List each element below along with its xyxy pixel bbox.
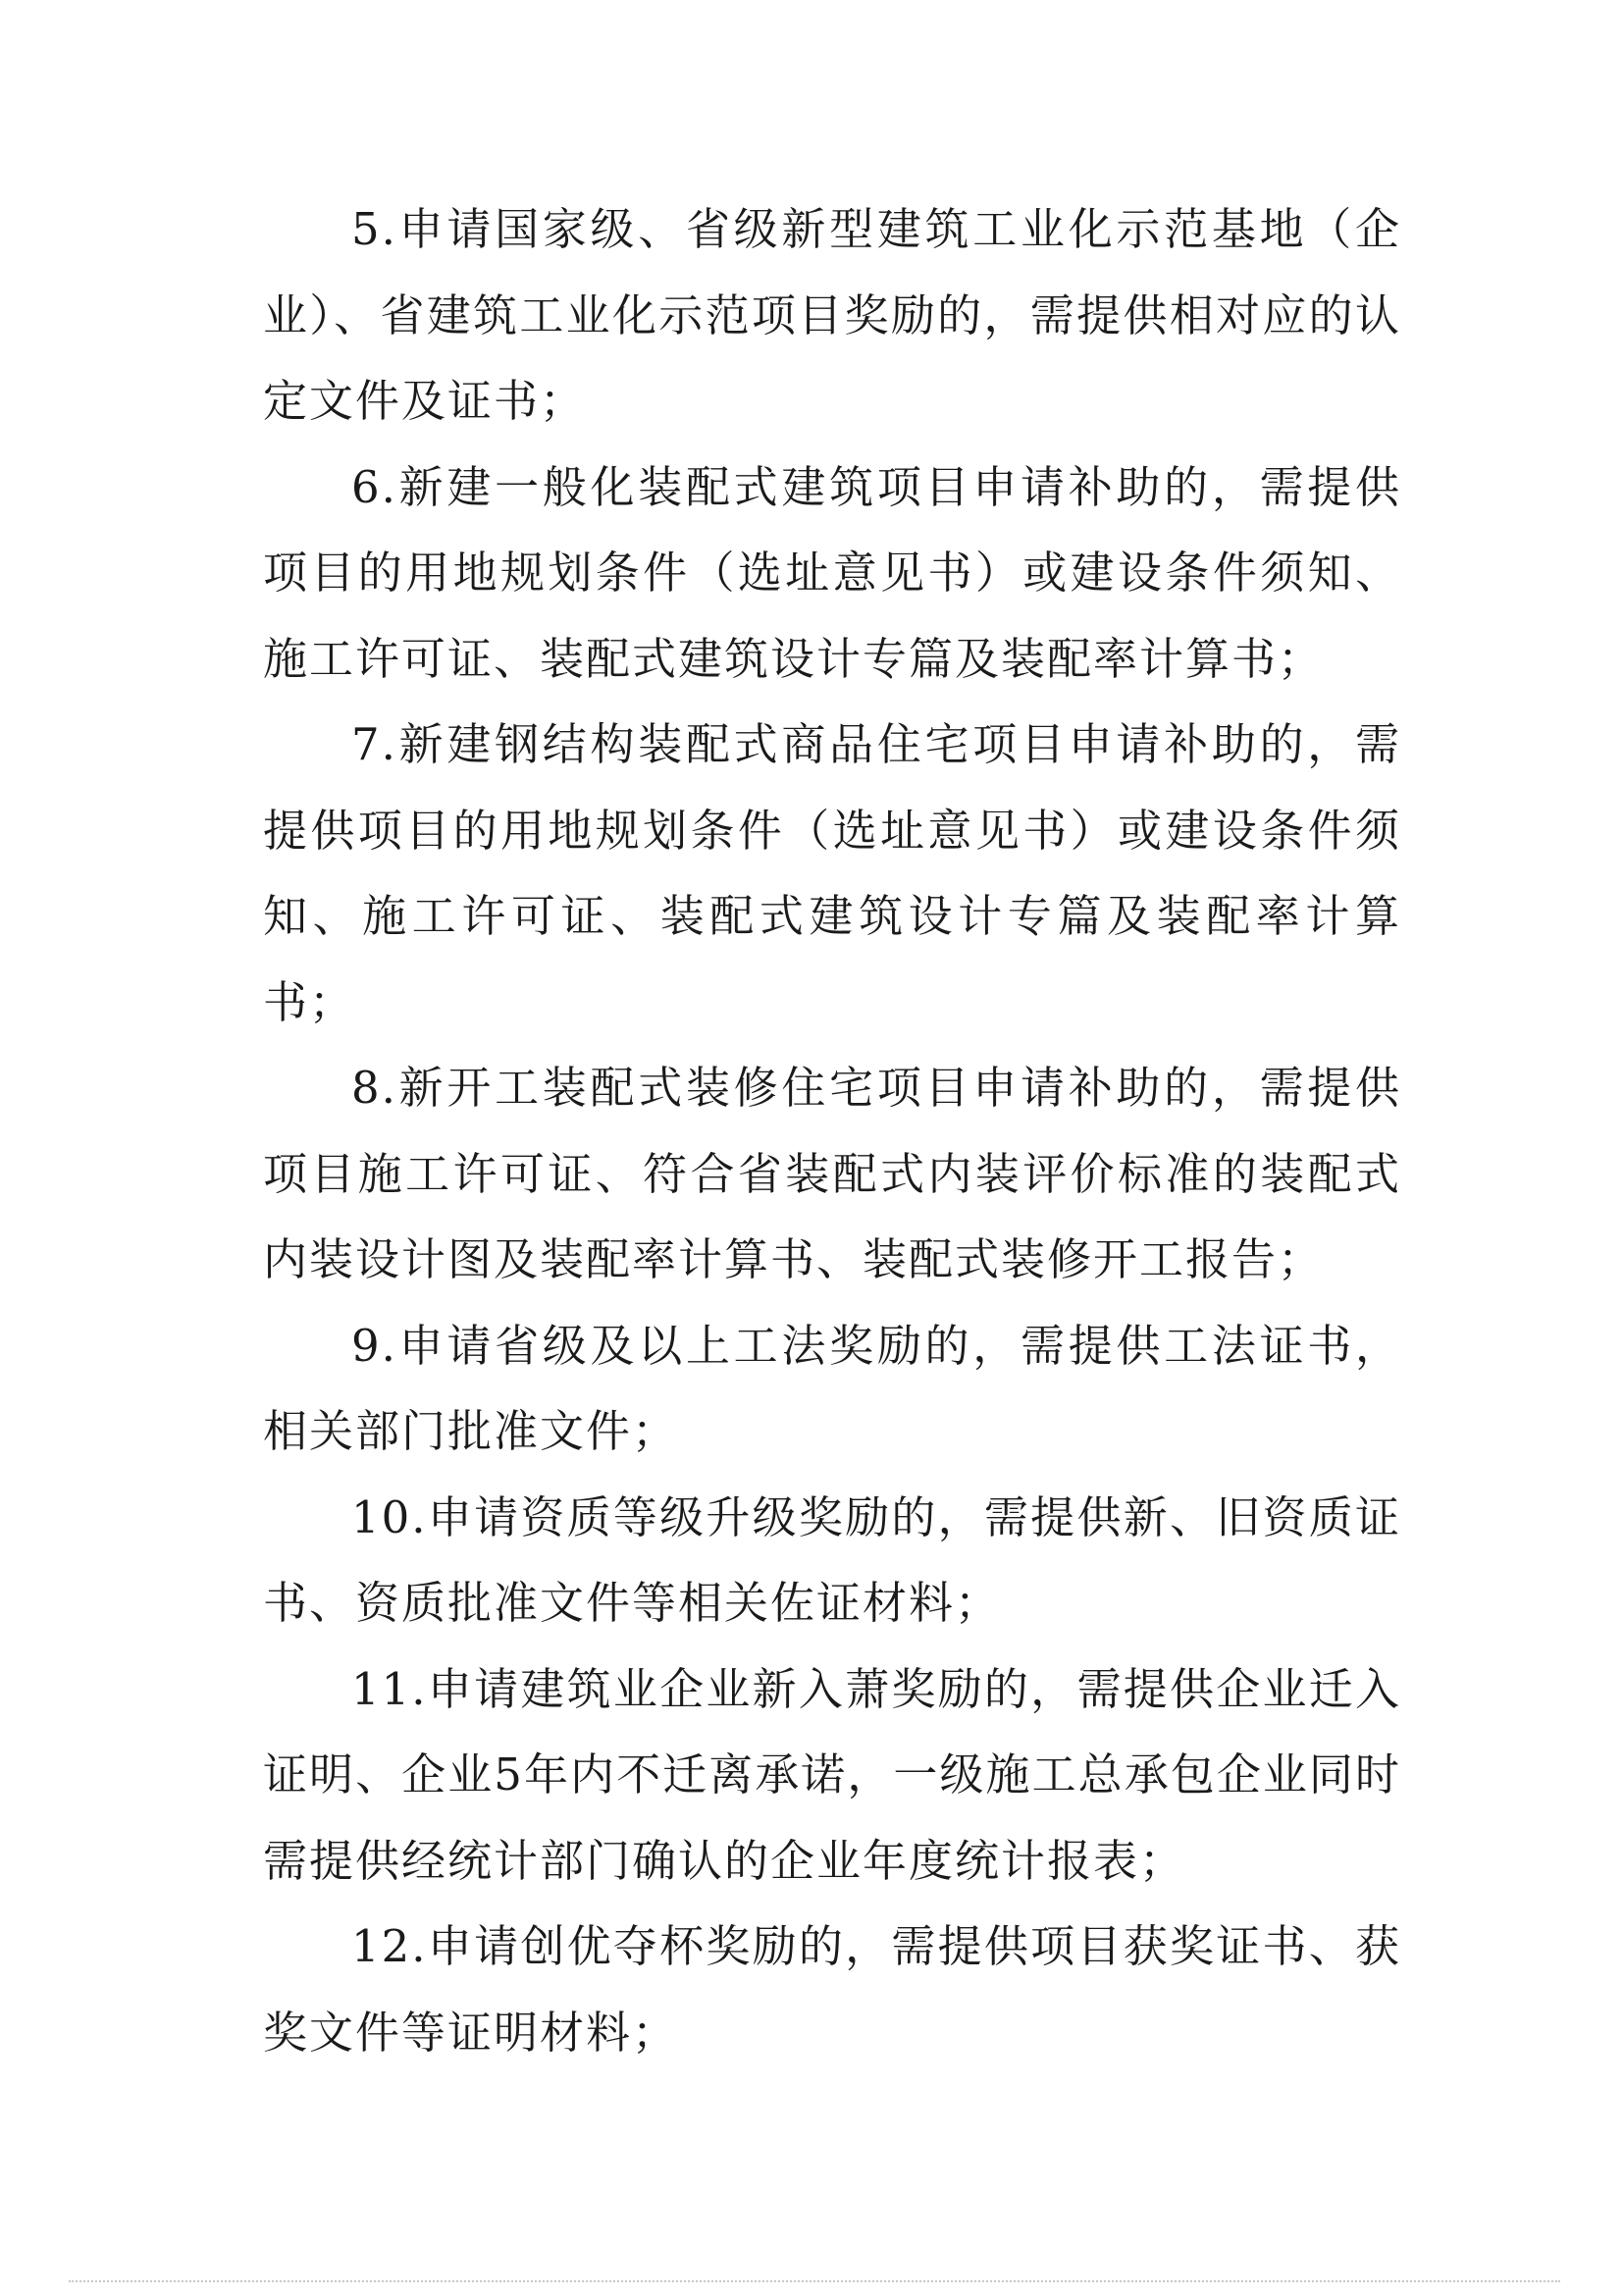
paragraph-item-12: 12.申请创优夺杯奖励的，需提供项目获奖证书、获奖文件等证明材料； [263,1920,1401,2059]
paragraph-item-6: 6.新建一般化装配式建筑项目申请补助的，需提供项目的用地规划条件（选址意见书）或建设条件须知、施工许可证、装配式建筑设计专篇及装配率计算书； [263,460,1401,685]
paragraph-item-10: 10.申请资质等级升级奖励的，需提供新、旧资质证书、资质批准文件等相关佐证材料； [263,1490,1401,1629]
paragraph-item-5: 5.申请国家级、省级新型建筑工业化示范基地（企业）、省建筑工业化示范项目奖励的，需提供相对应的认定文件及证书； [263,203,1401,427]
paragraph-item-8: 8.新开工装配式装修住宅项目申请补助的，需提供项目施工许可证、符合省装配式内装评价标准的装配式内装设计图及装配率计算书、装配式装修开工报告； [263,1062,1401,1285]
paragraph-item-11: 11.申请建筑业企业新入萧奖励的，需提供企业迁入证明、企业5年内不迁离承诺，一级施工总承包企业同时需提供经统计部门确认的企业年度统计报表； [263,1662,1401,1887]
scan-edge-divider [69,2280,1560,2282]
paragraph-item-7: 7.新建钢结构装配式商品住宅项目申请补助的，需提供项目的用地规划条件（选址意见书）或建设条件须知、施工许可证、装配式建筑设计专篇及装配率计算书； [263,718,1401,1028]
paragraph-item-9: 9.申请省级及以上工法奖励的，需提供工法证书，相关部门批准文件； [263,1319,1401,1457]
document-body [263,186,1401,2075]
